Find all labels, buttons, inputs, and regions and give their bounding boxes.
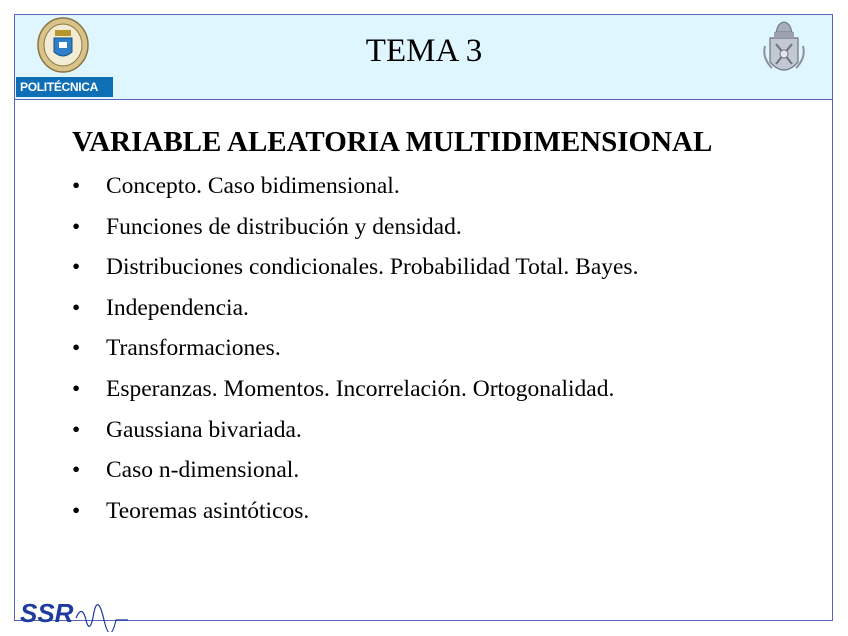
list-item bbox=[68, 330, 638, 371]
list-item bbox=[68, 290, 638, 331]
bullet-icon: • bbox=[72, 457, 81, 484]
bullet-icon: • bbox=[72, 213, 81, 240]
list-item-text: Distribuciones condicionales. Probabilidad Total. Bayes. bbox=[106, 254, 639, 281]
bullet-icon: • bbox=[72, 416, 81, 443]
politecnica-tag: POLITÉCNICA bbox=[16, 77, 113, 97]
bullet-icon: • bbox=[72, 375, 81, 402]
bullet-icon: • bbox=[72, 254, 81, 281]
upm-seal-icon bbox=[36, 16, 90, 74]
list-item bbox=[68, 412, 638, 453]
list-item-text: Esperanzas. Momentos. Incorrelación. Ortogonalidad. bbox=[106, 375, 615, 402]
footer-rule bbox=[128, 620, 833, 621]
list-item-text: Gaussiana bivariada. bbox=[106, 416, 302, 443]
list-item-text: Independencia. bbox=[106, 294, 249, 321]
list-item-text: Transformaciones. bbox=[106, 335, 281, 362]
section-heading: VARIABLE ALEATORIA MULTIDIMENSIONAL bbox=[72, 126, 713, 158]
list-item bbox=[68, 249, 638, 290]
list-item-text: Concepto. Caso bidimensional. bbox=[106, 173, 400, 199]
list-item-text: Caso n-dimensional. bbox=[106, 457, 300, 484]
list-item bbox=[68, 452, 638, 493]
slide-title: TEMA 3 bbox=[365, 33, 483, 69]
bullet-icon: • bbox=[72, 294, 81, 321]
list-item-text: Teoremas asintóticos. bbox=[106, 497, 310, 524]
list-item bbox=[68, 168, 638, 209]
bullet-icon: • bbox=[72, 173, 81, 199]
ssr-logo-text: SSR bbox=[20, 598, 74, 628]
crest-icon bbox=[762, 18, 806, 84]
list-item bbox=[68, 371, 638, 412]
list-item-text: Funciones de distribución y densidad. bbox=[106, 213, 462, 240]
topic-list bbox=[68, 168, 638, 533]
list-item bbox=[68, 493, 638, 534]
bullet-icon: • bbox=[72, 335, 81, 362]
list-item bbox=[68, 209, 638, 250]
ssr-logo-icon bbox=[18, 590, 130, 632]
bullet-icon: • bbox=[72, 497, 81, 524]
